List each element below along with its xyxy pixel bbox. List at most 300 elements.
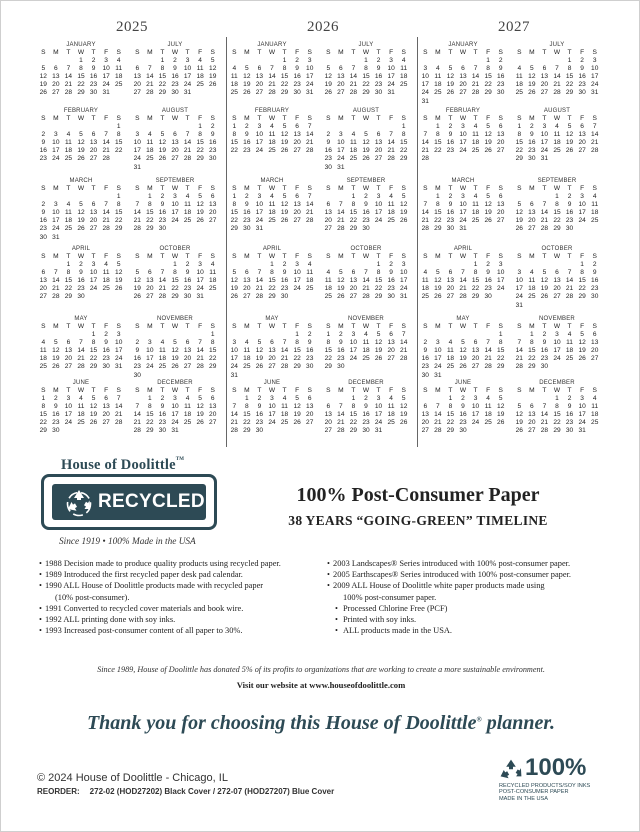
day-cell: 14 — [183, 139, 192, 147]
day-cell: 3 — [148, 339, 152, 347]
weekday-label: M — [338, 323, 344, 330]
day-cell: 11 — [146, 139, 154, 147]
day-blank — [253, 261, 266, 269]
day-cell: 20 — [591, 347, 599, 355]
month-name: AUGUST — [161, 108, 189, 114]
day-cell: 15 — [565, 73, 574, 81]
day-cell: 14 — [146, 73, 154, 81]
day-cell: 8 — [517, 131, 522, 139]
month-name: NOVEMBER — [348, 316, 384, 322]
day-cell: 16 — [578, 73, 586, 81]
day-cell: 13 — [209, 201, 217, 209]
month-grid — [131, 253, 219, 302]
day-cell: 17 — [374, 209, 383, 217]
day-cell: 22 — [578, 285, 586, 293]
day-cell: 11 — [158, 347, 166, 355]
day-blank — [482, 331, 495, 339]
day-cell: 8 — [232, 131, 237, 139]
day-cell: 11 — [306, 269, 314, 277]
day-cell: 31 — [387, 89, 395, 97]
day-cell: 14 — [349, 73, 358, 81]
day-cell: 17 — [349, 347, 358, 355]
weekday-label: T — [282, 185, 287, 192]
day-cell: 17 — [133, 147, 141, 155]
day-cell: 26 — [374, 355, 383, 363]
day-blank — [526, 57, 539, 65]
day-cell: 18 — [324, 285, 332, 293]
day-cell: 22 — [39, 419, 47, 427]
year-title: 2025 — [116, 19, 148, 35]
day-cell: 23 — [446, 147, 455, 155]
day-cell: 19 — [484, 139, 492, 147]
day-cell: 19 — [196, 209, 204, 217]
day-cell: 20 — [349, 285, 358, 293]
weekday-label: T — [376, 49, 381, 56]
weekday-label: W — [77, 253, 85, 260]
day-cell: 10 — [133, 139, 141, 147]
day-cell: 8 — [555, 201, 559, 209]
day-cell: 21 — [421, 217, 429, 225]
month-name: APRIL — [71, 246, 91, 252]
day-cell: 10 — [52, 209, 60, 217]
weekday-label: T — [567, 387, 572, 394]
day-cell: 6 — [270, 339, 274, 347]
day-blank — [538, 193, 551, 201]
day-cell: 12 — [89, 403, 98, 411]
day-cell: 13 — [39, 277, 47, 285]
day-cell: 17 — [171, 209, 179, 217]
day-cell: 24 — [337, 155, 345, 163]
day-cell: 21 — [540, 217, 549, 225]
day-cell: 6 — [580, 123, 584, 131]
weekday-label: T — [351, 387, 356, 394]
day-cell: 5 — [295, 395, 299, 403]
day-cell: 8 — [210, 339, 215, 347]
day-cell: 24 — [387, 81, 395, 89]
day-cell: 14 — [459, 277, 467, 285]
day-cell: 3 — [270, 395, 274, 403]
day-cell: 20 — [528, 217, 536, 225]
day-cell: 30 — [52, 427, 60, 435]
day-cell: 29 — [471, 293, 480, 301]
day-cell: 1 — [567, 57, 572, 65]
day-cell: 20 — [133, 81, 141, 89]
day-blank — [169, 123, 182, 131]
day-cell: 20 — [459, 81, 467, 89]
day-cell: 24 — [459, 147, 467, 155]
day-cell: 29 — [268, 293, 276, 301]
day-cell: 23 — [578, 81, 586, 89]
day-cell: 2 — [295, 57, 299, 65]
day-cell: 23 — [540, 355, 549, 363]
day-cell: 13 — [553, 277, 561, 285]
day-cell: 18 — [421, 285, 429, 293]
day-cell: 4 — [364, 331, 368, 339]
day-cell: 6 — [210, 193, 215, 201]
month-december — [322, 379, 410, 436]
day-cell: 26 — [565, 147, 574, 155]
day-blank — [100, 123, 113, 131]
day-cell: 5 — [436, 269, 440, 277]
day-cell: 26 — [337, 293, 345, 301]
day-cell: 20 — [293, 209, 301, 217]
day-cell: 22 — [528, 355, 536, 363]
day-cell: 7 — [66, 65, 71, 73]
day-cell: 11 — [446, 347, 454, 355]
month-grid — [513, 387, 601, 436]
day-cell: 2 — [104, 331, 108, 339]
day-cell: 4 — [436, 65, 440, 73]
weekday-label: S — [423, 387, 428, 394]
day-cell: 26 — [171, 363, 179, 371]
weekday-label: T — [567, 115, 572, 122]
day-cell: 28 — [400, 355, 408, 363]
day-cell: 9 — [185, 269, 190, 277]
year-divider — [417, 37, 418, 447]
timeline-item: • Processed Chlorine Free (PCF) — [327, 603, 597, 614]
weekday-label: M — [529, 185, 535, 192]
day-cell: 10 — [434, 347, 442, 355]
day-cell: 1 — [498, 331, 503, 339]
day-cell: 1 — [270, 261, 274, 269]
day-cell: 22 — [268, 285, 276, 293]
day-cell: 17 — [255, 209, 264, 217]
weekday-label: W — [268, 387, 276, 394]
day-cell: 10 — [115, 339, 123, 347]
day-cell: 25 — [421, 293, 429, 301]
month-august — [131, 107, 219, 172]
day-cell: 2 — [307, 331, 312, 339]
weekday-label: W — [362, 387, 370, 394]
day-cell: 15 — [243, 411, 251, 419]
day-cell: 27 — [324, 225, 332, 233]
day-cell: 1 — [210, 331, 215, 339]
day-cell: 10 — [230, 347, 238, 355]
day-cell: 13 — [255, 73, 264, 81]
day-cell: 13 — [349, 277, 358, 285]
day-cell: 29 — [293, 363, 301, 371]
weekday-label: S — [116, 387, 121, 394]
day-cell: 29 — [374, 293, 383, 301]
day-cell: 5 — [486, 193, 490, 201]
day-cell: 16 — [484, 277, 492, 285]
day-cell: 23 — [387, 285, 395, 293]
day-cell: 16 — [158, 209, 167, 217]
day-cell: 21 — [565, 285, 574, 293]
day-cell: 16 — [255, 411, 264, 419]
timeline-left — [39, 558, 304, 636]
day-cell: 23 — [421, 363, 429, 371]
day-cell: 13 — [306, 403, 314, 411]
day-cell: 30 — [578, 89, 586, 97]
weekday-label: T — [351, 185, 356, 192]
day-cell: 15 — [578, 277, 586, 285]
weekday-label: W — [171, 323, 179, 330]
day-cell: 29 — [362, 89, 370, 97]
day-cell: 1 — [232, 193, 237, 201]
weekday-label: F — [389, 323, 394, 330]
day-cell: 13 — [324, 411, 332, 419]
day-cell: 17 — [64, 411, 73, 419]
weekday-label: F — [198, 49, 203, 56]
day-cell: 16 — [209, 139, 217, 147]
day-cell: 27 — [446, 293, 455, 301]
weekday-label: S — [210, 115, 215, 122]
day-cell: 13 — [497, 131, 505, 139]
month-name: APRIL — [453, 246, 473, 252]
day-cell: 4 — [530, 269, 534, 277]
day-cell: 14 — [52, 277, 60, 285]
month-name: JULY — [549, 42, 565, 48]
day-cell: 1 — [116, 193, 121, 201]
timeline-item: • 1990 ALL House of Doolittle products made with recycled paper — [39, 580, 304, 591]
day-cell: 10 — [578, 201, 586, 209]
day-cell: 29 — [565, 89, 574, 97]
day-cell: 25 — [324, 293, 332, 301]
day-cell: 12 — [484, 131, 492, 139]
day-cell: 3 — [423, 65, 428, 73]
day-cell: 6 — [351, 269, 356, 277]
day-cell: 27 — [64, 363, 73, 371]
day-cell: 4 — [41, 339, 46, 347]
day-cell: 4 — [592, 193, 597, 201]
day-cell: 27 — [387, 355, 395, 363]
day-cell: 23 — [133, 363, 141, 371]
day-cell: 23 — [528, 147, 536, 155]
weekday-label: S — [232, 323, 237, 330]
day-cell: 21 — [400, 347, 408, 355]
weekday-label: W — [459, 115, 467, 122]
day-cell: 15 — [280, 73, 289, 81]
day-cell: 26 — [293, 419, 301, 427]
weekday-label: T — [448, 253, 453, 260]
month-may — [419, 315, 507, 380]
day-cell: 3 — [461, 193, 465, 201]
day-cell: 15 — [324, 347, 332, 355]
day-cell: 30 — [77, 293, 85, 301]
day-cell: 11 — [362, 339, 370, 347]
day-cell: 19 — [52, 355, 60, 363]
day-cell: 21 — [306, 139, 314, 147]
day-cell: 29 — [497, 363, 505, 371]
day-cell: 10 — [578, 403, 586, 411]
day-cell: 23 — [337, 355, 345, 363]
day-cell: 21 — [349, 81, 358, 89]
weekday-label: S — [232, 115, 237, 122]
month-grid — [513, 115, 601, 164]
month-name: JULY — [358, 42, 374, 48]
day-cell: 7 — [270, 65, 274, 73]
day-cell: 23 — [255, 419, 264, 427]
day-cell: 3 — [376, 193, 381, 201]
day-cell: 17 — [293, 277, 301, 285]
day-cell: 2 — [79, 261, 83, 269]
day-cell: 25 — [196, 81, 204, 89]
day-cell: 24 — [89, 285, 98, 293]
day-cell: 17 — [540, 139, 549, 147]
day-blank — [419, 261, 432, 269]
month-grid — [419, 253, 507, 302]
day-cell: 16 — [337, 347, 345, 355]
day-cell: 25 — [64, 225, 73, 233]
day-cell: 11 — [387, 201, 395, 209]
day-cell: 26 — [528, 89, 536, 97]
month-grid — [228, 115, 316, 155]
day-blank — [335, 395, 348, 403]
day-blank — [457, 57, 470, 65]
day-blank — [419, 57, 432, 65]
day-cell: 3 — [295, 261, 299, 269]
day-cell: 25 — [183, 217, 192, 225]
weekday-label: S — [592, 387, 597, 394]
weekday-label: T — [185, 185, 190, 192]
day-cell: 20 — [89, 147, 98, 155]
day-cell: 28 — [471, 89, 480, 97]
day-cell: 13 — [421, 411, 429, 419]
day-cell: 4 — [389, 193, 393, 201]
day-cell: 13 — [64, 347, 73, 355]
weekday-label: S — [592, 115, 597, 122]
day-cell: 2 — [448, 193, 453, 201]
day-cell: 31 — [115, 363, 123, 371]
day-cell: 11 — [115, 65, 123, 73]
day-cell: 8 — [364, 65, 368, 73]
month-name: FEBRUARY — [63, 108, 99, 114]
day-cell: 14 — [64, 73, 73, 81]
day-cell: 11 — [243, 347, 251, 355]
day-cell: 23 — [362, 419, 370, 427]
day-cell: 2 — [245, 123, 249, 131]
day-cell: 15 — [515, 139, 523, 147]
day-cell: 4 — [486, 395, 490, 403]
weekday-label: M — [244, 115, 250, 122]
day-cell: 27 — [102, 419, 110, 427]
day-cell: 28 — [102, 225, 110, 233]
day-cell: 21 — [434, 419, 442, 427]
weekday-label: T — [448, 323, 453, 330]
day-cell: 31 — [171, 427, 179, 435]
day-cell: 16 — [280, 277, 289, 285]
day-cell: 26 — [230, 293, 238, 301]
day-cell: 8 — [173, 269, 177, 277]
day-cell: 10 — [52, 139, 60, 147]
month-july — [322, 41, 410, 98]
day-cell: 7 — [389, 131, 393, 139]
day-cell: 28 — [133, 427, 141, 435]
month-name: MAY — [74, 316, 88, 322]
day-cell: 22 — [89, 355, 98, 363]
weekday-label: T — [376, 185, 381, 192]
recycle-icon — [64, 487, 94, 517]
day-cell: 27 — [133, 89, 141, 97]
day-cell: 21 — [146, 81, 154, 89]
day-cell: 26 — [280, 217, 289, 225]
day-cell: 5 — [41, 65, 46, 73]
day-cell: 19 — [255, 355, 264, 363]
day-cell: 8 — [245, 403, 249, 411]
day-cell: 24 — [115, 355, 123, 363]
weekday-label: S — [423, 323, 428, 330]
day-cell: 29 — [158, 89, 167, 97]
day-cell: 19 — [89, 411, 98, 419]
day-blank — [87, 123, 100, 131]
day-cell: 2 — [91, 57, 96, 65]
day-cell: 4 — [326, 269, 331, 277]
month-name: JULY — [167, 42, 183, 48]
day-cell: 28 — [337, 427, 345, 435]
day-cell: 25 — [280, 419, 289, 427]
day-cell: 9 — [364, 403, 368, 411]
weekday-label: F — [295, 49, 300, 56]
day-blank — [241, 261, 254, 269]
day-cell: 3 — [104, 57, 108, 65]
day-cell: 13 — [133, 73, 141, 81]
day-cell: 27 — [183, 363, 192, 371]
timeline-item: • 1989 Introduced the first recycled paper desk pad calendar. — [39, 569, 304, 580]
day-cell: 25 — [183, 419, 192, 427]
day-cell: 13 — [324, 209, 332, 217]
day-cell: 8 — [116, 131, 121, 139]
day-cell: 3 — [135, 131, 140, 139]
day-cell: 18 — [209, 277, 217, 285]
weekday-label: S — [210, 387, 215, 394]
weekday-label: T — [351, 323, 356, 330]
day-cell: 19 — [515, 419, 523, 427]
day-cell: 12 — [158, 139, 167, 147]
day-cell: 7 — [185, 131, 190, 139]
day-cell: 31 — [540, 155, 549, 163]
day-cell: 18 — [471, 209, 480, 217]
day-cell: 30 — [324, 163, 332, 171]
weekday-label: W — [459, 253, 467, 260]
day-cell: 31 — [374, 427, 383, 435]
day-cell: 14 — [434, 411, 442, 419]
day-cell: 10 — [459, 131, 467, 139]
day-cell: 14 — [158, 277, 167, 285]
day-cell: 15 — [446, 411, 455, 419]
day-cell: 3 — [257, 193, 262, 201]
day-cell: 11 — [484, 403, 492, 411]
day-cell: 24 — [133, 155, 141, 163]
day-cell: 27 — [459, 89, 467, 97]
day-cell: 16 — [89, 73, 98, 81]
day-cell: 17 — [337, 147, 345, 155]
day-cell: 16 — [565, 411, 574, 419]
day-cell: 28 — [133, 225, 141, 233]
day-cell: 28 — [387, 155, 395, 163]
weekday-label: S — [210, 253, 215, 260]
weekday-label: M — [435, 49, 441, 56]
day-cell: 29 — [446, 427, 455, 435]
day-blank — [322, 57, 335, 65]
logo-recycled-text: RECYCLED — [98, 491, 205, 512]
weekday-label: T — [185, 387, 190, 394]
weekday-label: T — [66, 115, 71, 122]
day-cell: 8 — [295, 339, 299, 347]
month-grid — [322, 115, 410, 172]
day-cell: 1 — [473, 261, 478, 269]
day-cell: 12 — [515, 209, 523, 217]
weekday-label: F — [104, 323, 109, 330]
day-cell: 17 — [497, 277, 505, 285]
day-cell: 28 — [515, 363, 523, 371]
day-cell: 5 — [245, 65, 249, 73]
day-cell: 4 — [351, 131, 356, 139]
day-cell: 11 — [268, 201, 276, 209]
day-cell: 2 — [245, 193, 249, 201]
day-cell: 16 — [306, 347, 314, 355]
day-cell: 5 — [580, 331, 584, 339]
